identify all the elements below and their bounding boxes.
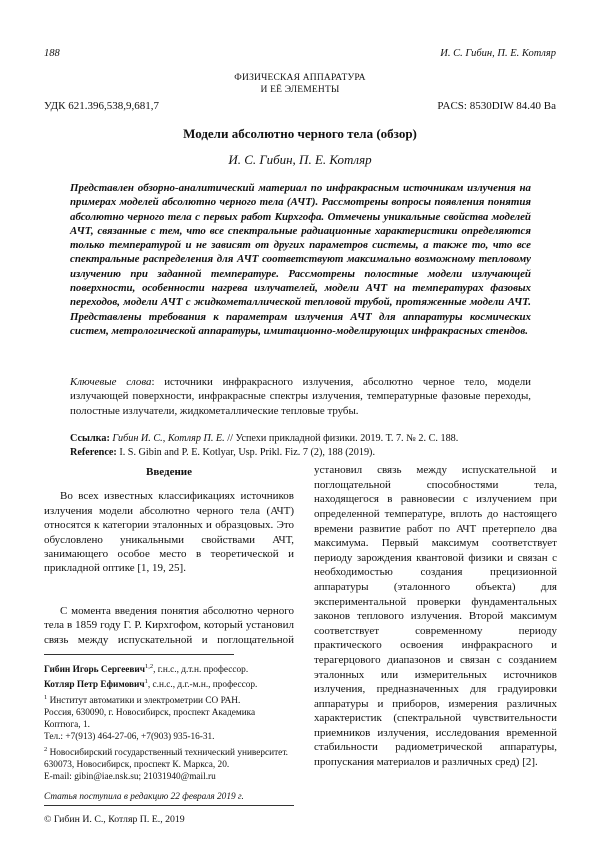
affiliation-1 bbox=[44, 692, 294, 707]
intro-paragraph-2-continued bbox=[314, 463, 557, 813]
affiliation-2-mark: 2 bbox=[44, 745, 48, 753]
citation-en-label: Reference: bbox=[70, 446, 117, 458]
udk-code: УДК 621.396,538,9,681,7 bbox=[44, 100, 160, 112]
affiliation-2-address: 630073, Новосибирск, проспект К. Маркса, 20. bbox=[44, 759, 230, 770]
paper-authors: И. С. Гибин, П. Е. Котляр bbox=[228, 152, 372, 167]
copyright-rule bbox=[44, 805, 294, 806]
keywords-label: Ключевые слова bbox=[70, 376, 152, 388]
footnote-rule bbox=[44, 654, 234, 655]
copyright: © Гибин И. С., Котляр П. Е., 2019 bbox=[44, 814, 185, 826]
keywords bbox=[70, 375, 531, 418]
citation-ru bbox=[70, 432, 540, 446]
citation-en-text: I. S. Gibin and P. E. Kotlyar, Usp. Prikl. Fiz. 7 (2), 188 (2019). bbox=[116, 446, 375, 458]
affiliation-2 bbox=[44, 744, 294, 759]
page-number: 188 bbox=[44, 48, 60, 59]
left-column-continuation bbox=[44, 604, 294, 646]
intro-paragraph-2-start: С момента введения понятия абсолютно черного тела в 1859 году Г. Р. Кирхгофом, который установил связь между испускательной и поглощательной bbox=[44, 605, 294, 646]
author-1-name: Гибин Игорь Сергеевич bbox=[44, 665, 145, 676]
author-1-details: , г.н.с., д.т.н. профессор. bbox=[153, 665, 249, 676]
author-1-affiliation-mark: 1,2 bbox=[144, 663, 154, 670]
affiliation-1-address: Россия, 630090, г. Новосибирск, проспект Академика Коптюга, 1. bbox=[44, 707, 256, 731]
affiliation-1-mark: 1 bbox=[44, 693, 48, 701]
running-head bbox=[44, 48, 556, 62]
received-date: Статья поступила в редакцию 22 февраля 2019 г. bbox=[44, 792, 244, 803]
author-2-affiliation-mark: 1 bbox=[144, 678, 148, 686]
author-2 bbox=[44, 676, 294, 691]
abstract: Представлен обзорно-аналитический материал по инфракрасным источникам излучения на примерах моделей абсолютно черного тела (АЧТ). Рассмотрены вопросы появления понятия абсолютно черного тела с первых работ Кирхгофа. Отмечены уникальные свойства моделей АЧТ, связанные с тем, что все спектральные радиационные характеристики определяются только температурой и не зависят от других параметров системы, а также то, что все спектральные распределения для АЧТ соответствуют максимально возможному тепловому излучению при заданной температуре. Рассмотрены полостные модели излучающей поверхности, особенности нагрева излучателей, модели АЧТ на температурах фазовых переходов, модели АЧТ с жидкометаллической тепловой трубой, протяженные модели АЧТ. Представлены требования к параметрам излучения АЧТ для аппаратуры космических систем, метрологической аппаратуры, имитационно-моделирующих инфракрасных стендов. bbox=[70, 182, 531, 337]
affiliation-1-name: Институт автоматики и электрометрии СО РАН. bbox=[47, 695, 241, 706]
author-email: E-mail: gibin@iae.nsk.su; 21031940@mail.ru bbox=[44, 772, 216, 782]
section-label bbox=[0, 72, 600, 96]
citation-en bbox=[70, 446, 540, 460]
paper-title: Модели абсолютно черного тела (обзор) bbox=[183, 126, 417, 141]
author-1 bbox=[44, 661, 294, 676]
citation-ru-authors: Гибин И. С., Котляр П. Е. bbox=[112, 433, 225, 444]
intro-paragraph-1: Во всех известных классификациях источников излучения модели абсолютно черного тела (АЧТ) относятся к категории эталонных и образцовых. Это обусловлено уникальными свойствами АЧТ, занимающего особое место в теоретической и прикладной оптике [1, 19, 25]. bbox=[44, 490, 294, 575]
author-2-details: , с.н.с., д.г.-м.н., профессор. bbox=[147, 680, 258, 691]
affiliation-1-phone: Тел.: +7(913) 464-27-06, +7(903) 935-16-31. bbox=[44, 732, 215, 743]
keywords-text: : источники инфракрасного излучения, абсолютно черное тело, модели излучающей поверхности, инфракрасные спектры излучения, температурные фазовые переходы, полостные излучатели, жидкометаллические тепловые трубы. bbox=[70, 376, 531, 417]
right-column bbox=[314, 463, 557, 813]
author-2-name: Котляр Петр Ефимович bbox=[44, 680, 145, 691]
affiliation-2-name: Новосибирский государственный технический университет. bbox=[47, 747, 289, 758]
author-info-block bbox=[44, 654, 294, 827]
section-label-line1: ФИЗИЧЕСКАЯ АППАРАТУРА bbox=[234, 73, 366, 83]
pacs-code: PACS: 8530DIW 84.40 Ba bbox=[437, 100, 556, 112]
citation-ru-label: Ссылка: bbox=[70, 433, 110, 444]
section-label-line2: И ЕЁ ЭЛЕМЕНТЫ bbox=[260, 85, 340, 95]
section-heading-intro: Введение bbox=[145, 466, 193, 478]
running-head-authors: И. С. Гибин, П. Е. Котляр bbox=[440, 48, 556, 59]
citation-ru-source: // Успехи прикладной физики. 2019. Т. 7. № 2. С. 188. bbox=[224, 433, 459, 444]
left-column bbox=[44, 463, 294, 576]
intro-paragraph-2-flow: установил связь между испускательной и поглощательной способностями тела, находящегося в равновесии с излучением при определенной температуре, вплоть до настоящего времени развитие работ по АЧТ претерпело два максимума. Первый максимум соответствует периоду зарождения квантовой физики и связан с необходимостью создания прецизионной аппаратуры (эталонного объекта) для экспериментальной проверки фундаментальных законов теплового излучения. Второй максимум соответствует современному периоду практического освоения инфракрасного и терагерцового диапазонов и связан с созданием эталонных или измерительных источников излучения, предназначенных для градуировки аппаратуры и приборов, измерения различных характеристик (спектральной чувствительности приемников излучения, исследования временной стабильности радиометрической аппаратуры, пропускания материалов и различных сред) [2]. bbox=[314, 464, 557, 769]
citation-block bbox=[70, 432, 540, 459]
